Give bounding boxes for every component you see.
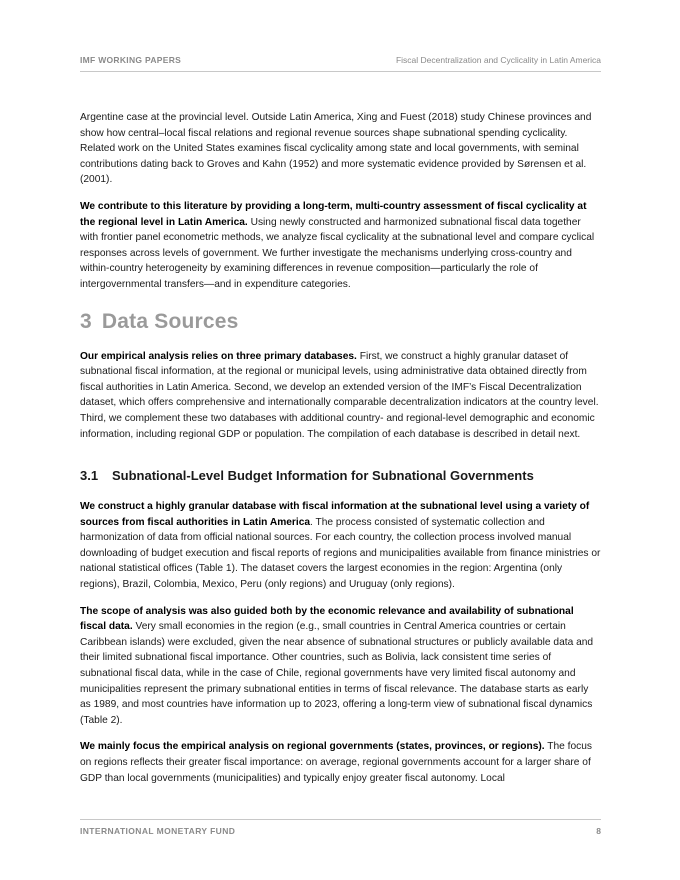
section-title: Data Sources: [101, 309, 239, 333]
paragraph-text: Argentine case at the provincial level. Outside Latin America, Xing and Fuest (2018) study Chinese provinces and show how central–local fiscal relations and regional revenue sources shape subnational spending cyclicality. Related work on the United States examines fiscal cyclicality among state and local governments, with seminal contributions dating back to Groves and Kahn (1952) and more systematic evidence provided by Sørensen et al. (2001).: [80, 112, 592, 186]
paragraph-lead: The scope of analysis was also guided both by the economic relevance and availability of subnational fiscal data.: [80, 605, 574, 633]
subsection-heading: [80, 468, 601, 484]
paragraph-lead: We mainly focus the empirical analysis on regional governments (states, provinces, or regions).: [80, 741, 545, 753]
section-heading: [80, 309, 601, 335]
paragraph-scope: [80, 604, 601, 729]
subsection-number: 3.1: [80, 468, 99, 484]
page-header: [80, 55, 601, 72]
paragraph-granular-database: [80, 499, 601, 593]
paragraph-literature-continued: [80, 110, 601, 188]
paragraph-lead: We contribute to this literature by providing a long-term, multi-country assessment of fiscal cyclicality at the regional level in Latin America.: [80, 200, 587, 228]
page-number: 8: [596, 826, 601, 836]
page-footer: [80, 819, 601, 838]
paragraph-lead: We construct a highly granular database with fiscal information at the subnational level using a variety of sources from fiscal authorities in Latin America: [80, 501, 590, 528]
subsection-title: Subnational-Level Budget Information for Subnational Governments: [112, 468, 534, 484]
paragraph-lead: Our empirical analysis relies on three primary databases.: [80, 350, 357, 362]
paragraph-text: The focus on regions reflects their greater fiscal importance: on average, regional governments account for a larger share of GDP than local governments (municipalities) and typically enjoy greater fiscal autonomy. Local: [80, 741, 593, 784]
page-body: [80, 110, 601, 786]
paragraph-text: . The process consisted of systematic collection and harmonization of data from official national sources. For each country, the collection process involved manual downloading of budget execution and fiscal reports of regions and municipalities available from finance ministries or national statistical offices (Table 1). The dataset covers the largest economies in the region: Argentina (only regions), Brazil, Colombia, Mexico, Peru (only regions) and Uruguay (only regions).: [80, 516, 601, 591]
paragraph-contribution: [80, 199, 601, 293]
paragraph-text: Very small economies in the region (e.g., small countries in Central America countries or certain Caribbean islands) were excluded, given the near absence of subnational structures or publicly available data and their limited subnational fiscal importance. Other countries, such as Bolivia, lack consistent time series of subnational fiscal data, while in the case of Chile, regional governments have very limited fiscal autonomy and municipalities represent the primary subnational entities in terms of fiscal relevance. The database starts as early as 1989, and most countries have information up to 2023, offering a long-term view of subnational fiscal dynamics (Table 2).: [80, 621, 594, 726]
section-number: 3: [80, 309, 92, 333]
paragraph-regional-focus: [80, 739, 601, 786]
header-series-title: IMF WORKING PAPERS: [80, 55, 182, 65]
paragraph-databases: [80, 349, 601, 443]
paragraph-text: First, we construct a highly granular dataset of subnational fiscal information, at the regional or municipal levels, using administrative data obtained directly from fiscal authorities in Latin America. Second, we develop an extended version of the IMF’s Fiscal Decentralization dataset, which offers comprehensive and internationally comparable decentralization indicators at the country level. Third, we complement these two databases with additional country- and regional-level demographic and economic information, including regional GDP or population. The compilation of each database is described in detail next.: [80, 350, 599, 440]
paragraph-text: Using newly constructed and harmonized subnational fiscal data together with frontier panel econometric methods, we analyze fiscal cyclicality at the subnational level and compare cyclical responses across levels of government. We further investigate the mechanisms underlying cross-country and within-country heterogeneity by examining differences in revenue composition—particularly the role of intergovernmental transfers—and in expenditure categories.: [80, 216, 595, 290]
header-paper-title: Fiscal Decentralization and Cyclicality in Latin America: [395, 55, 601, 65]
footer-publisher: INTERNATIONAL MONETARY FUND: [80, 826, 236, 836]
